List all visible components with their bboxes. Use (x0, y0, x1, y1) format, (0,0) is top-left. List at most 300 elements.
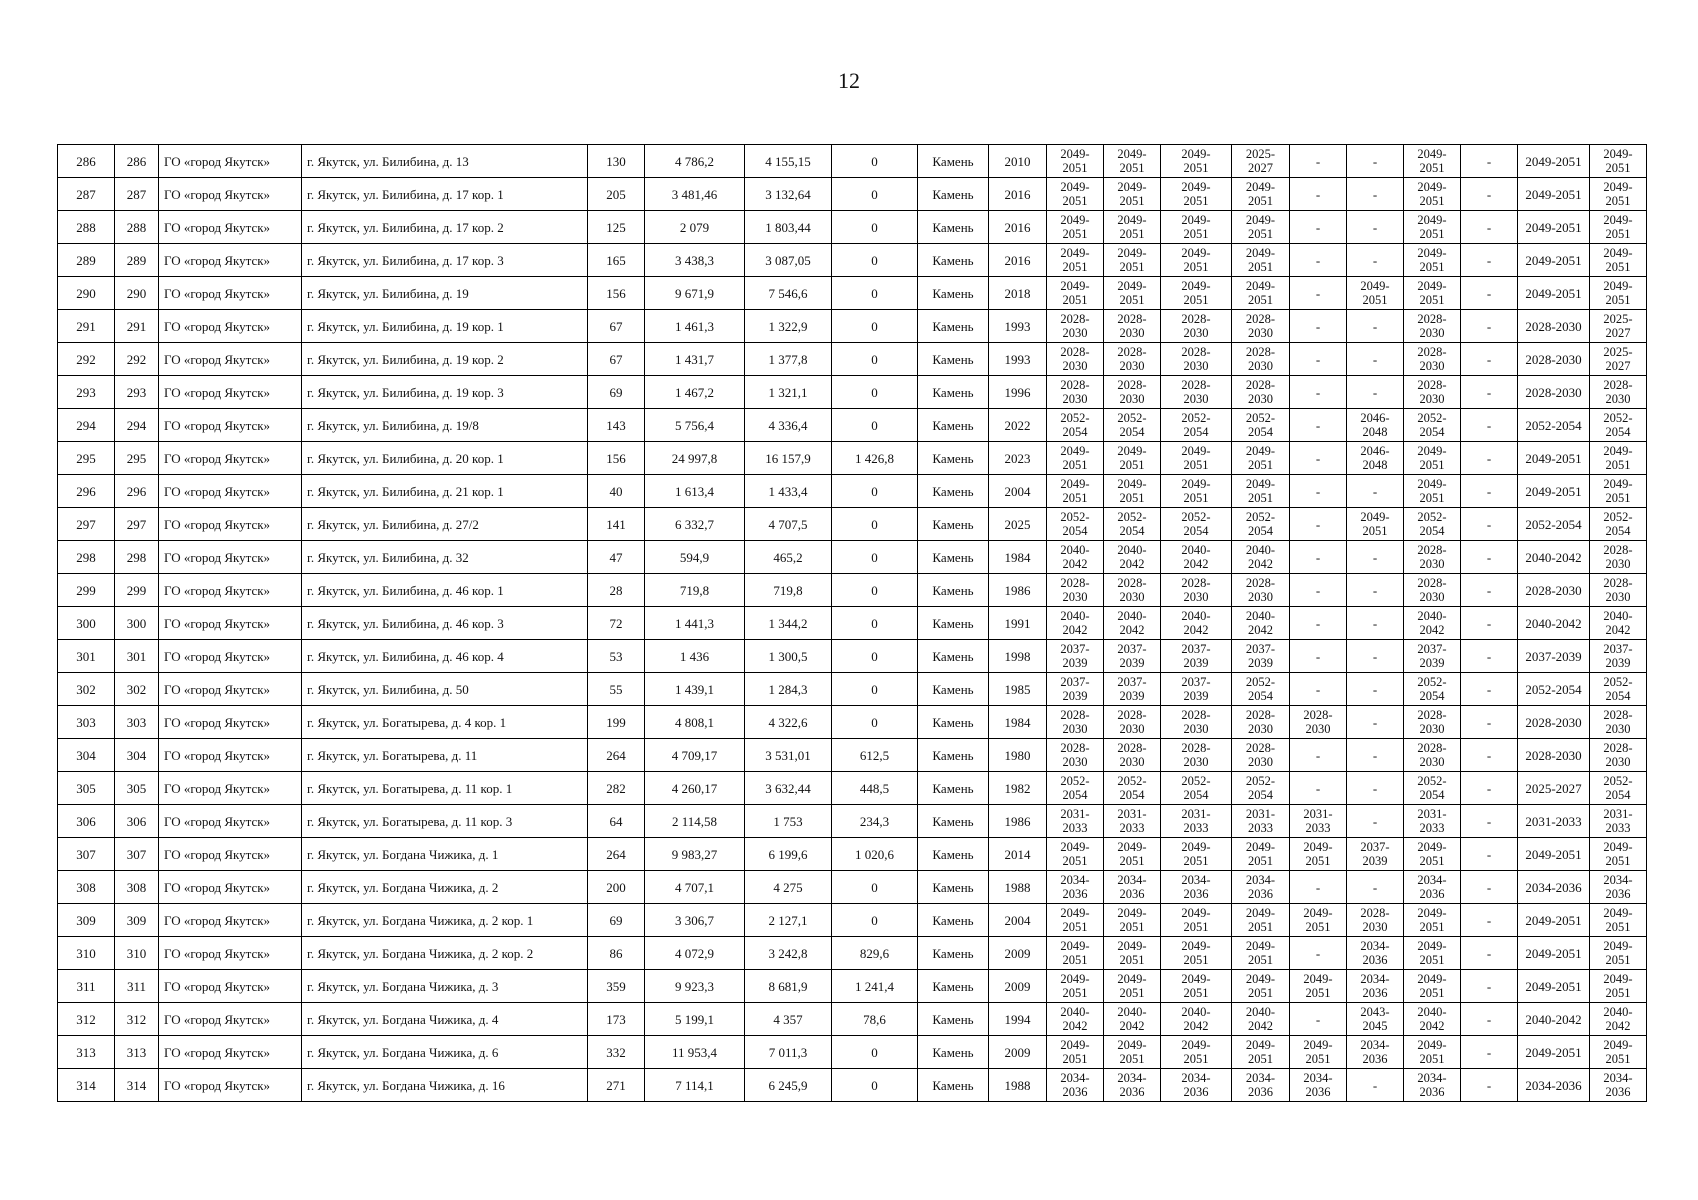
period-cell-3: 2037- 2039 (1161, 640, 1232, 673)
year-built-cell: 2009 (989, 970, 1047, 1003)
period-cell-8: - (1461, 1069, 1518, 1102)
period-cell-1: 2028- 2030 (1047, 739, 1104, 772)
address-cell: г. Якутск, ул. Богдана Чижика, д. 16 (302, 1069, 588, 1102)
period-cell-1: 2040- 2042 (1047, 541, 1104, 574)
total-area-cell: 4 072,9 (645, 937, 745, 970)
period-cell-5: - (1290, 1003, 1347, 1036)
table-row (58, 508, 1647, 541)
period-cell-4: 2052- 2054 (1232, 508, 1290, 541)
table-row (58, 277, 1647, 310)
living-area-cell: 1 344,2 (745, 607, 832, 640)
period-cell-7: 2028- 2030 (1404, 706, 1461, 739)
period-cell-7: 2052- 2054 (1404, 508, 1461, 541)
period-cell-5: 2028- 2030 (1290, 706, 1347, 739)
period-cell-7: 2028- 2030 (1404, 574, 1461, 607)
period-cell-1: 2028- 2030 (1047, 310, 1104, 343)
year-built-cell: 1996 (989, 376, 1047, 409)
wall-material-cell: Камень (918, 805, 989, 838)
table-row (58, 409, 1647, 442)
period-cell-9: 2028-2030 (1518, 343, 1590, 376)
wall-material-cell: Камень (918, 442, 989, 475)
living-area-cell: 3 087,05 (745, 244, 832, 277)
house-number-cell: 307 (115, 838, 159, 871)
period-cell-4: 2049- 2051 (1232, 970, 1290, 1003)
living-area-cell: 1 803,44 (745, 211, 832, 244)
period-cell-2: 2034- 2036 (1104, 871, 1161, 904)
period-cell-4: 2049- 2051 (1232, 838, 1290, 871)
nonresidential-area-cell: 0 (832, 376, 918, 409)
row-number-cell: 301 (58, 640, 115, 673)
address-cell: г. Якутск, ул. Богдана Чижика, д. 2 кор. 2 (302, 937, 588, 970)
municipality-cell: ГО «город Якутск» (159, 706, 302, 739)
period-cell-10: 2040- 2042 (1590, 607, 1647, 640)
period-cell-6: 2046- 2048 (1347, 409, 1404, 442)
nonresidential-area-cell: 0 (832, 145, 918, 178)
house-number-cell: 304 (115, 739, 159, 772)
year-built-cell: 1980 (989, 739, 1047, 772)
period-cell-2: 2049- 2051 (1104, 442, 1161, 475)
living-area-cell: 3 242,8 (745, 937, 832, 970)
nonresidential-area-cell: 0 (832, 277, 918, 310)
period-cell-1: 2040- 2042 (1047, 1003, 1104, 1036)
table-row (58, 805, 1647, 838)
period-cell-6: - (1347, 772, 1404, 805)
house-number-cell: 301 (115, 640, 159, 673)
period-cell-6: - (1347, 178, 1404, 211)
house-number-cell: 312 (115, 1003, 159, 1036)
house-number-cell: 311 (115, 970, 159, 1003)
municipality-cell: ГО «город Якутск» (159, 244, 302, 277)
year-built-cell: 2018 (989, 277, 1047, 310)
residents-cell: 271 (588, 1069, 645, 1102)
period-cell-2: 2049- 2051 (1104, 178, 1161, 211)
house-number-cell: 297 (115, 508, 159, 541)
period-cell-9: 2028-2030 (1518, 310, 1590, 343)
period-cell-9: 2049-2051 (1518, 1036, 1590, 1069)
wall-material-cell: Камень (918, 739, 989, 772)
period-cell-4: 2040- 2042 (1232, 541, 1290, 574)
period-cell-5: - (1290, 211, 1347, 244)
municipality-cell: ГО «город Якутск» (159, 343, 302, 376)
nonresidential-area-cell: 1 241,4 (832, 970, 918, 1003)
period-cell-1: 2037- 2039 (1047, 640, 1104, 673)
period-cell-10: 2052- 2054 (1590, 772, 1647, 805)
period-cell-8: - (1461, 277, 1518, 310)
table-row (58, 442, 1647, 475)
living-area-cell: 6 245,9 (745, 1069, 832, 1102)
address-cell: г. Якутск, ул. Билибина, д. 27/2 (302, 508, 588, 541)
period-cell-10: 2049- 2051 (1590, 145, 1647, 178)
year-built-cell: 1988 (989, 871, 1047, 904)
period-cell-1: 2049- 2051 (1047, 442, 1104, 475)
period-cell-10: 2049- 2051 (1590, 838, 1647, 871)
period-cell-3: 2049- 2051 (1161, 1036, 1232, 1069)
period-cell-7: 2049- 2051 (1404, 1036, 1461, 1069)
residents-cell: 143 (588, 409, 645, 442)
period-cell-10: 2028- 2030 (1590, 541, 1647, 574)
period-cell-7: 2049- 2051 (1404, 211, 1461, 244)
house-number-cell: 314 (115, 1069, 159, 1102)
living-area-cell: 4 336,4 (745, 409, 832, 442)
period-cell-9: 2049-2051 (1518, 475, 1590, 508)
house-number-cell: 299 (115, 574, 159, 607)
address-cell: г. Якутск, ул. Билибина, д. 21 кор. 1 (302, 475, 588, 508)
year-built-cell: 1998 (989, 640, 1047, 673)
table-row (58, 310, 1647, 343)
period-cell-8: - (1461, 211, 1518, 244)
municipality-cell: ГО «город Якутск» (159, 838, 302, 871)
nonresidential-area-cell: 0 (832, 673, 918, 706)
period-cell-10: 2034- 2036 (1590, 1069, 1647, 1102)
period-cell-5: - (1290, 376, 1347, 409)
period-cell-10: 2049- 2051 (1590, 178, 1647, 211)
year-built-cell: 1991 (989, 607, 1047, 640)
total-area-cell: 3 438,3 (645, 244, 745, 277)
municipality-cell: ГО «город Якутск» (159, 739, 302, 772)
period-cell-7: 2040- 2042 (1404, 607, 1461, 640)
wall-material-cell: Камень (918, 541, 989, 574)
period-cell-5: - (1290, 871, 1347, 904)
period-cell-8: - (1461, 1036, 1518, 1069)
period-cell-9: 2028-2030 (1518, 706, 1590, 739)
period-cell-3: 2028- 2030 (1161, 310, 1232, 343)
period-cell-7: 2040- 2042 (1404, 1003, 1461, 1036)
period-cell-8: - (1461, 442, 1518, 475)
year-built-cell: 2004 (989, 904, 1047, 937)
nonresidential-area-cell: 448,5 (832, 772, 918, 805)
period-cell-6: - (1347, 244, 1404, 277)
living-area-cell: 719,8 (745, 574, 832, 607)
living-area-cell: 4 275 (745, 871, 832, 904)
residents-cell: 130 (588, 145, 645, 178)
address-cell: г. Якутск, ул. Билибина, д. 19 (302, 277, 588, 310)
table-row (58, 1036, 1647, 1069)
period-cell-8: - (1461, 409, 1518, 442)
row-number-cell: 287 (58, 178, 115, 211)
table-row (58, 343, 1647, 376)
total-area-cell: 4 808,1 (645, 706, 745, 739)
period-cell-1: 2049- 2051 (1047, 244, 1104, 277)
period-cell-1: 2049- 2051 (1047, 145, 1104, 178)
total-area-cell: 2 079 (645, 211, 745, 244)
municipality-cell: ГО «город Якутск» (159, 409, 302, 442)
period-cell-7: 2028- 2030 (1404, 376, 1461, 409)
table-row (58, 178, 1647, 211)
wall-material-cell: Камень (918, 343, 989, 376)
living-area-cell: 4 707,5 (745, 508, 832, 541)
row-number-cell: 293 (58, 376, 115, 409)
period-cell-6: - (1347, 376, 1404, 409)
period-cell-3: 2028- 2030 (1161, 706, 1232, 739)
period-cell-8: - (1461, 376, 1518, 409)
year-built-cell: 1982 (989, 772, 1047, 805)
period-cell-8: - (1461, 805, 1518, 838)
address-cell: г. Якутск, ул. Богдана Чижика, д. 6 (302, 1036, 588, 1069)
living-area-cell: 7 011,3 (745, 1036, 832, 1069)
address-cell: г. Якутск, ул. Богдана Чижика, д. 3 (302, 970, 588, 1003)
period-cell-8: - (1461, 673, 1518, 706)
period-cell-9: 2049-2051 (1518, 937, 1590, 970)
period-cell-6: 2043- 2045 (1347, 1003, 1404, 1036)
residents-cell: 264 (588, 838, 645, 871)
period-cell-9: 2049-2051 (1518, 838, 1590, 871)
living-area-cell: 2 127,1 (745, 904, 832, 937)
period-cell-3: 2049- 2051 (1161, 475, 1232, 508)
period-cell-1: 2028- 2030 (1047, 574, 1104, 607)
living-area-cell: 4 322,6 (745, 706, 832, 739)
period-cell-1: 2040- 2042 (1047, 607, 1104, 640)
period-cell-10: 2052- 2054 (1590, 508, 1647, 541)
table-row (58, 904, 1647, 937)
period-cell-4: 2052- 2054 (1232, 673, 1290, 706)
municipality-cell: ГО «город Якутск» (159, 442, 302, 475)
row-number-cell: 289 (58, 244, 115, 277)
table-row (58, 970, 1647, 1003)
period-cell-6: - (1347, 871, 1404, 904)
period-cell-3: 2040- 2042 (1161, 607, 1232, 640)
period-cell-5: 2049- 2051 (1290, 904, 1347, 937)
period-cell-4: 2049- 2051 (1232, 475, 1290, 508)
period-cell-5: - (1290, 145, 1347, 178)
year-built-cell: 2016 (989, 178, 1047, 211)
nonresidential-area-cell: 0 (832, 706, 918, 739)
residents-cell: 67 (588, 343, 645, 376)
period-cell-3: 2028- 2030 (1161, 376, 1232, 409)
nonresidential-area-cell: 0 (832, 607, 918, 640)
residents-cell: 40 (588, 475, 645, 508)
period-cell-4: 2049- 2051 (1232, 442, 1290, 475)
row-number-cell: 309 (58, 904, 115, 937)
wall-material-cell: Камень (918, 277, 989, 310)
period-cell-10: 2049- 2051 (1590, 211, 1647, 244)
address-cell: г. Якутск, ул. Билибина, д. 46 кор. 3 (302, 607, 588, 640)
address-cell: г. Якутск, ул. Билибина, д. 46 кор. 1 (302, 574, 588, 607)
period-cell-4: 2049- 2051 (1232, 937, 1290, 970)
period-cell-1: 2049- 2051 (1047, 904, 1104, 937)
period-cell-8: - (1461, 706, 1518, 739)
period-cell-4: 2028- 2030 (1232, 343, 1290, 376)
period-cell-5: - (1290, 508, 1347, 541)
period-cell-2: 2049- 2051 (1104, 1036, 1161, 1069)
address-cell: г. Якутск, ул. Билибина, д. 19 кор. 3 (302, 376, 588, 409)
nonresidential-area-cell: 0 (832, 640, 918, 673)
table-row (58, 244, 1647, 277)
address-cell: г. Якутск, ул. Богдана Чижика, д. 2 кор. 1 (302, 904, 588, 937)
period-cell-5: - (1290, 244, 1347, 277)
residents-cell: 173 (588, 1003, 645, 1036)
row-number-cell: 296 (58, 475, 115, 508)
period-cell-1: 2052- 2054 (1047, 409, 1104, 442)
year-built-cell: 1986 (989, 574, 1047, 607)
municipality-cell: ГО «город Якутск» (159, 1036, 302, 1069)
row-number-cell: 314 (58, 1069, 115, 1102)
nonresidential-area-cell: 0 (832, 409, 918, 442)
year-built-cell: 2023 (989, 442, 1047, 475)
row-number-cell: 303 (58, 706, 115, 739)
table-row (58, 1003, 1647, 1036)
wall-material-cell: Камень (918, 310, 989, 343)
year-built-cell: 1985 (989, 673, 1047, 706)
year-built-cell: 1993 (989, 343, 1047, 376)
house-number-cell: 294 (115, 409, 159, 442)
table-row (58, 673, 1647, 706)
period-cell-2: 2049- 2051 (1104, 937, 1161, 970)
period-cell-4: 2034- 2036 (1232, 1069, 1290, 1102)
total-area-cell: 9 671,9 (645, 277, 745, 310)
year-built-cell: 1993 (989, 310, 1047, 343)
period-cell-7: 2037- 2039 (1404, 640, 1461, 673)
house-number-cell: 289 (115, 244, 159, 277)
period-cell-3: 2028- 2030 (1161, 343, 1232, 376)
residents-cell: 28 (588, 574, 645, 607)
period-cell-1: 2031- 2033 (1047, 805, 1104, 838)
period-cell-4: 2049- 2051 (1232, 1036, 1290, 1069)
address-cell: г. Якутск, ул. Билибина, д. 19 кор. 2 (302, 343, 588, 376)
period-cell-8: - (1461, 739, 1518, 772)
period-cell-4: 2052- 2054 (1232, 772, 1290, 805)
period-cell-10: 2031- 2033 (1590, 805, 1647, 838)
period-cell-3: 2049- 2051 (1161, 211, 1232, 244)
period-cell-5: - (1290, 178, 1347, 211)
residents-cell: 264 (588, 739, 645, 772)
period-cell-8: - (1461, 343, 1518, 376)
nonresidential-area-cell: 0 (832, 244, 918, 277)
period-cell-4: 2028- 2030 (1232, 310, 1290, 343)
period-cell-4: 2037- 2039 (1232, 640, 1290, 673)
year-built-cell: 2022 (989, 409, 1047, 442)
period-cell-8: - (1461, 937, 1518, 970)
year-built-cell: 2014 (989, 838, 1047, 871)
total-area-cell: 3 306,7 (645, 904, 745, 937)
wall-material-cell: Камень (918, 574, 989, 607)
row-number-cell: 313 (58, 1036, 115, 1069)
period-cell-1: 2052- 2054 (1047, 508, 1104, 541)
period-cell-6: - (1347, 541, 1404, 574)
period-cell-4: 2028- 2030 (1232, 376, 1290, 409)
period-cell-5: 2034- 2036 (1290, 1069, 1347, 1102)
period-cell-10: 2034- 2036 (1590, 871, 1647, 904)
year-built-cell: 2010 (989, 145, 1047, 178)
period-cell-2: 2028- 2030 (1104, 343, 1161, 376)
house-number-cell: 292 (115, 343, 159, 376)
row-number-cell: 305 (58, 772, 115, 805)
house-number-cell: 310 (115, 937, 159, 970)
period-cell-7: 2049- 2051 (1404, 838, 1461, 871)
period-cell-3: 2049- 2051 (1161, 970, 1232, 1003)
period-cell-6: 2046- 2048 (1347, 442, 1404, 475)
period-cell-6: - (1347, 574, 1404, 607)
period-cell-10: 2037- 2039 (1590, 640, 1647, 673)
period-cell-5: - (1290, 937, 1347, 970)
house-number-cell: 305 (115, 772, 159, 805)
period-cell-6: - (1347, 673, 1404, 706)
period-cell-3: 2031- 2033 (1161, 805, 1232, 838)
period-cell-7: 2028- 2030 (1404, 541, 1461, 574)
period-cell-8: - (1461, 640, 1518, 673)
period-cell-10: 2049- 2051 (1590, 904, 1647, 937)
residents-cell: 67 (588, 310, 645, 343)
living-area-cell: 4 357 (745, 1003, 832, 1036)
period-cell-9: 2034-2036 (1518, 1069, 1590, 1102)
period-cell-6: - (1347, 145, 1404, 178)
period-cell-9: 2049-2051 (1518, 211, 1590, 244)
period-cell-9: 2052-2054 (1518, 673, 1590, 706)
period-cell-4: 2028- 2030 (1232, 706, 1290, 739)
year-built-cell: 1986 (989, 805, 1047, 838)
wall-material-cell: Камень (918, 244, 989, 277)
period-cell-2: 2040- 2042 (1104, 1003, 1161, 1036)
year-built-cell: 1988 (989, 1069, 1047, 1102)
residents-cell: 359 (588, 970, 645, 1003)
table-row (58, 640, 1647, 673)
residents-cell: 86 (588, 937, 645, 970)
living-area-cell: 1 284,3 (745, 673, 832, 706)
period-cell-8: - (1461, 508, 1518, 541)
period-cell-3: 2034- 2036 (1161, 871, 1232, 904)
period-cell-6: - (1347, 211, 1404, 244)
house-number-cell: 293 (115, 376, 159, 409)
total-area-cell: 9 923,3 (645, 970, 745, 1003)
living-area-cell: 6 199,6 (745, 838, 832, 871)
period-cell-8: - (1461, 970, 1518, 1003)
period-cell-8: - (1461, 244, 1518, 277)
period-cell-6: - (1347, 310, 1404, 343)
wall-material-cell: Камень (918, 211, 989, 244)
nonresidential-area-cell: 0 (832, 871, 918, 904)
nonresidential-area-cell: 0 (832, 541, 918, 574)
table-row (58, 607, 1647, 640)
period-cell-5: - (1290, 640, 1347, 673)
period-cell-2: 2034- 2036 (1104, 1069, 1161, 1102)
living-area-cell: 16 157,9 (745, 442, 832, 475)
period-cell-7: 2034- 2036 (1404, 1069, 1461, 1102)
period-cell-5: - (1290, 739, 1347, 772)
year-built-cell: 2025 (989, 508, 1047, 541)
municipality-cell: ГО «город Якутск» (159, 277, 302, 310)
total-area-cell: 719,8 (645, 574, 745, 607)
row-number-cell: 304 (58, 739, 115, 772)
year-built-cell: 2004 (989, 475, 1047, 508)
living-area-cell: 1 322,9 (745, 310, 832, 343)
period-cell-1: 2049- 2051 (1047, 475, 1104, 508)
period-cell-1: 2049- 2051 (1047, 838, 1104, 871)
nonresidential-area-cell: 0 (832, 475, 918, 508)
period-cell-3: 2049- 2051 (1161, 838, 1232, 871)
period-cell-7: 2049- 2051 (1404, 277, 1461, 310)
period-cell-10: 2052- 2054 (1590, 673, 1647, 706)
residents-cell: 165 (588, 244, 645, 277)
period-cell-7: 2049- 2051 (1404, 970, 1461, 1003)
period-cell-5: - (1290, 343, 1347, 376)
period-cell-10: 2028- 2030 (1590, 706, 1647, 739)
period-cell-8: - (1461, 607, 1518, 640)
total-area-cell: 11 953,4 (645, 1036, 745, 1069)
period-cell-1: 2049- 2051 (1047, 970, 1104, 1003)
period-cell-2: 2028- 2030 (1104, 574, 1161, 607)
living-area-cell: 4 155,15 (745, 145, 832, 178)
nonresidential-area-cell: 0 (832, 1036, 918, 1069)
row-number-cell: 307 (58, 838, 115, 871)
total-area-cell: 2 114,58 (645, 805, 745, 838)
municipality-cell: ГО «город Якутск» (159, 772, 302, 805)
period-cell-2: 2049- 2051 (1104, 244, 1161, 277)
period-cell-10: 2049- 2051 (1590, 970, 1647, 1003)
municipality-cell: ГО «город Якутск» (159, 970, 302, 1003)
period-cell-10: 2028- 2030 (1590, 739, 1647, 772)
period-cell-3: 2049- 2051 (1161, 904, 1232, 937)
address-cell: г. Якутск, ул. Билибина, д. 19 кор. 1 (302, 310, 588, 343)
residents-cell: 55 (588, 673, 645, 706)
